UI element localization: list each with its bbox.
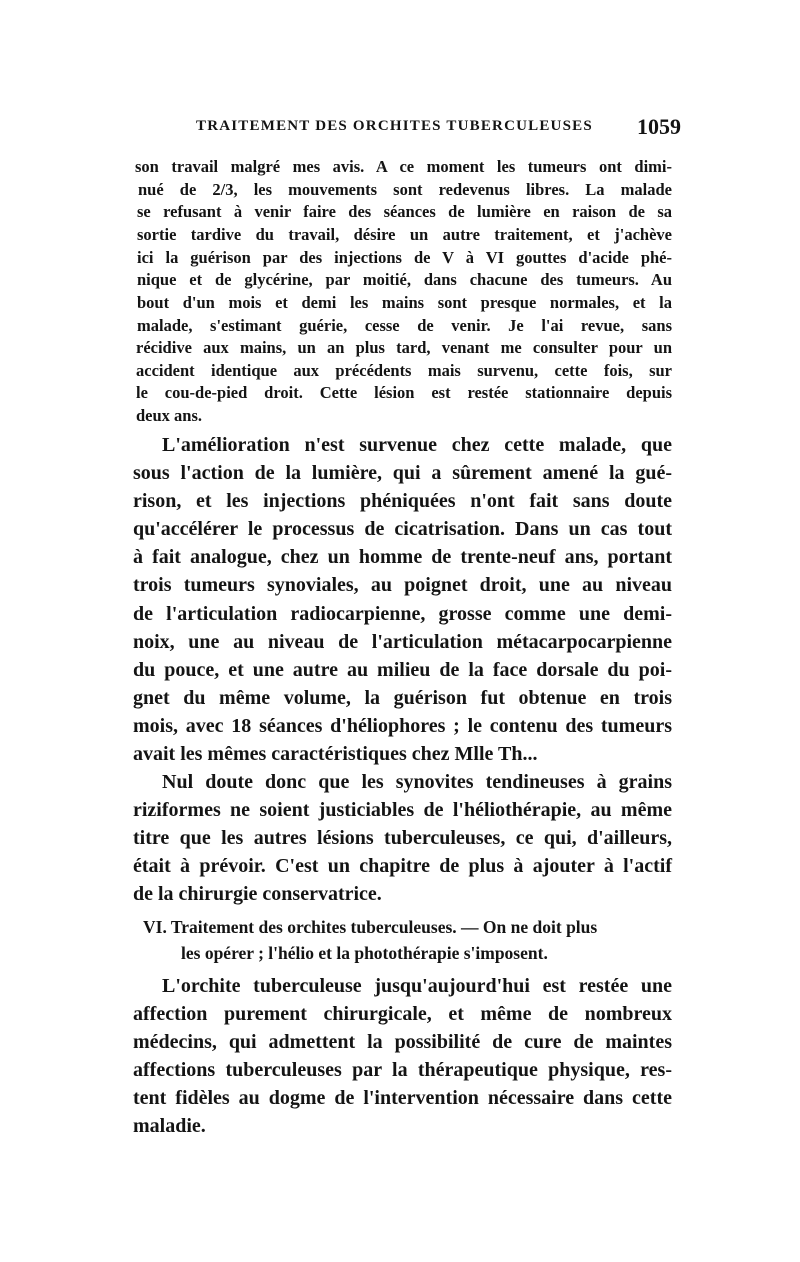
text-line: le cou-de-pied droit. Cette lésion est restée stationnaire depuis (136, 383, 672, 402)
text-line: bout d'un mois et demi les mains sont presque normales, et la (137, 293, 672, 312)
text-line: maladie. (133, 1115, 206, 1137)
text-line: qu'accélérer le processus de cicatrisation. Dans un cas tout (133, 518, 672, 540)
text-line: mois, avec 18 séances d'héliophores ; le contenu des tumeurs (133, 715, 672, 737)
text-line: sortie tardive du travail, désire un autre traitement, et j'achève (137, 225, 672, 244)
text-line: sous l'action de la lumière, qui a sûrement amené la gué- (133, 462, 672, 484)
text-line: médecins, qui admettent la possibilité de cure de maintes (133, 1031, 672, 1053)
text-line: affection purement chirurgicale, et même de nombreux (133, 1003, 672, 1025)
text-line: ici la guérison par des injections de V à VI gouttes d'acide phé- (137, 248, 672, 267)
text-line: L'orchite tuberculeuse jusqu'aujourd'hui est restée une (162, 975, 672, 997)
text-line: affections tuberculeuses par la thérapeutique physique, res- (133, 1059, 672, 1081)
text-line: Nul doute donc que les synovites tendineuses à grains (162, 771, 672, 793)
text-line: deux ans. (136, 406, 203, 425)
page-header (196, 114, 681, 142)
text-line: trois tumeurs synoviales, au poignet droit, une au niveau (133, 574, 672, 596)
text-line: du pouce, et une autre au milieu de la face dorsale du poi- (133, 659, 672, 681)
page-number: 1059 (637, 114, 681, 139)
text-line: nique et de glycérine, par moitié, dans chacune des tumeurs. Au (137, 270, 672, 289)
section-heading-line: les opérer ; l'hélio et la photothérapie s'imposent. (181, 943, 548, 963)
text-line: accident identique aux précédents mais survenu, cette fois, sur (136, 361, 672, 380)
text-line: de l'articulation radiocarpienne, grosse comme une demi- (133, 603, 672, 625)
text-line: malade, s'estimant guérie, cesse de venir. Je l'ai revue, sans (137, 316, 672, 335)
text-line: de la chirurgie conservatrice. (133, 883, 382, 905)
text-line: noix, une au niveau de l'articulation métacarpocarpienne (133, 631, 672, 653)
text-line: à fait analogue, chez un homme de trente-neuf ans, portant (133, 546, 672, 568)
text-line: nué de 2/3, les mouvements sont redevenus libres. La malade (138, 180, 672, 199)
text-line: tent fidèles au dogme de l'intervention nécessaire dans cette (133, 1087, 672, 1109)
text-line: gnet du même volume, la guérison fut obtenue en trois (133, 687, 672, 709)
text-line: son travail malgré mes avis. A ce moment les tumeurs ont dimi- (135, 157, 672, 176)
text-line: rison, et les injections phéniquées n'ont fait sans doute (133, 490, 672, 512)
text-line: avait les mêmes caractéristiques chez Mlle Th... (133, 743, 538, 765)
section-heading-line: VI. Traitement des orchites tuberculeuses. — On ne doit plus (143, 917, 598, 937)
running-head: TRAITEMENT DES ORCHITES TUBERCULEUSES (196, 118, 593, 134)
text-line: L'amélioration n'est survenue chez cette malade, que (162, 434, 672, 456)
text-line: se refusant à venir faire des séances de lumière en raison de sa (137, 202, 672, 221)
text-line: était à prévoir. C'est un chapitre de plus à ajouter à l'actif (133, 855, 672, 877)
text-line: riziformes ne soient justiciables de l'héliothérapie, au même (133, 799, 672, 821)
text-line: récidive aux mains, un an plus tard, venant me consulter pour un (136, 338, 672, 357)
text-line: titre que les autres lésions tuberculeuses, ce qui, d'ailleurs, (133, 827, 672, 849)
